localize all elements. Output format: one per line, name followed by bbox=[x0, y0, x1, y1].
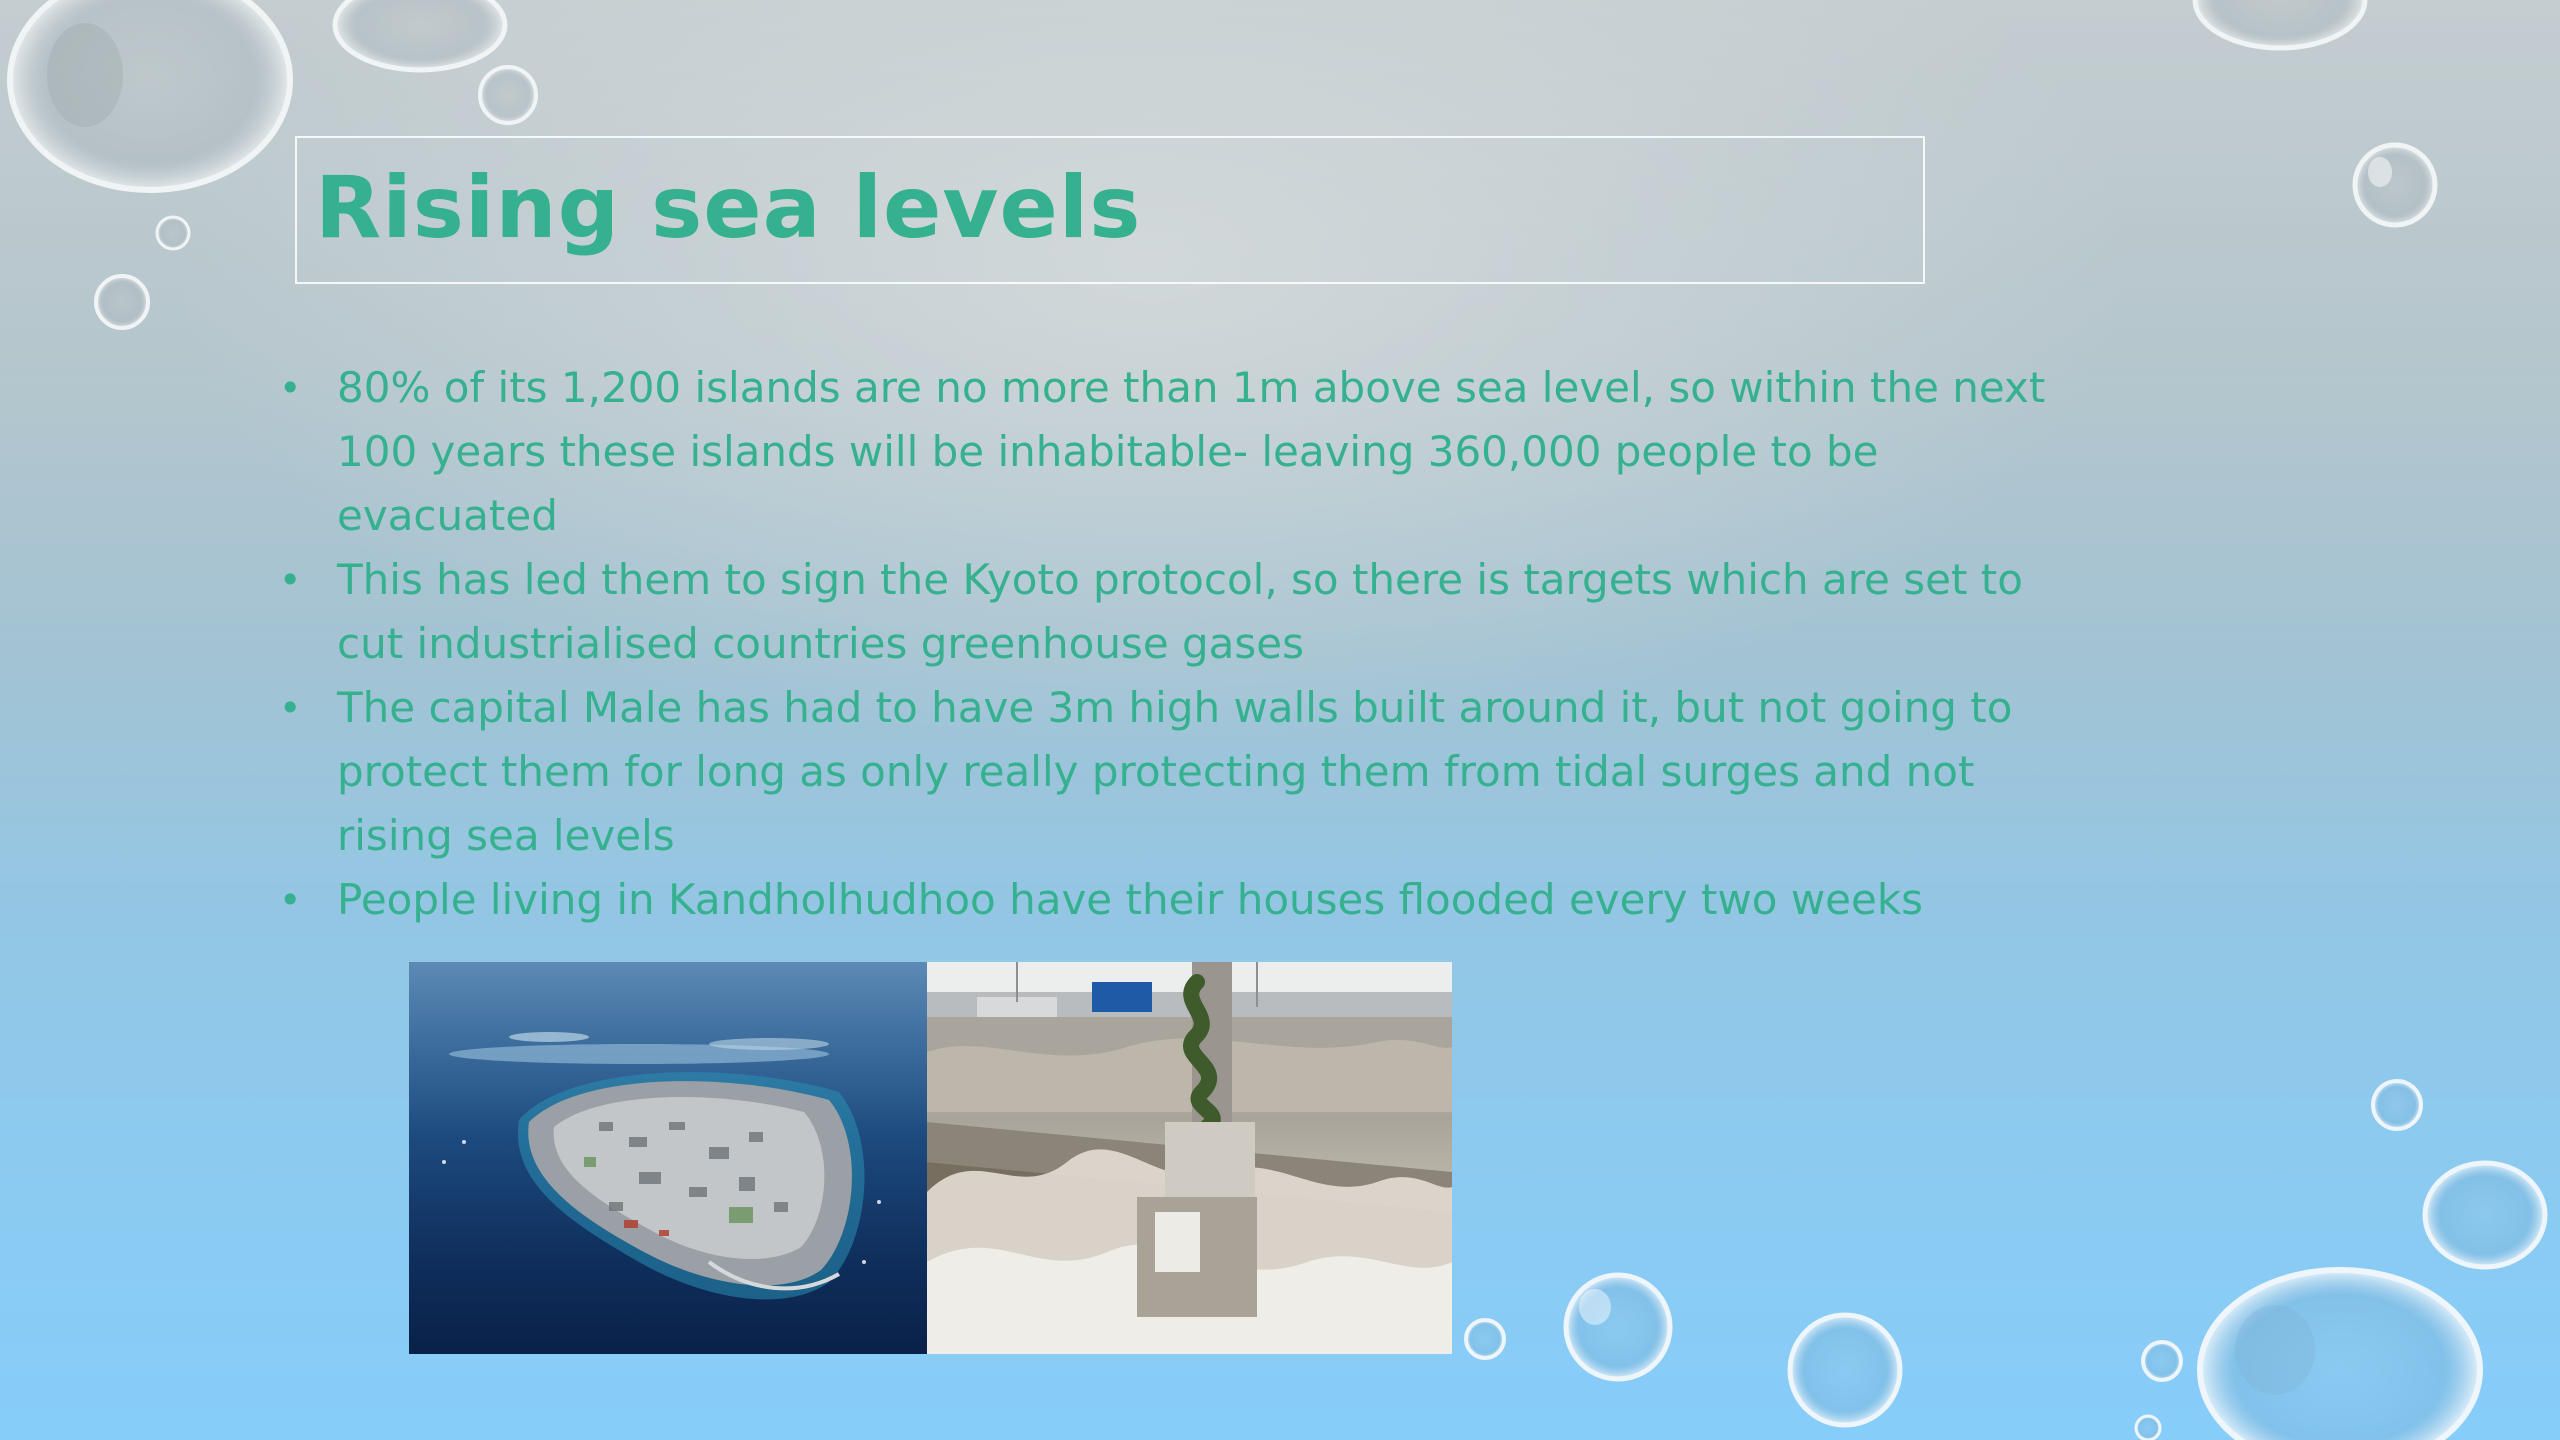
bullet-marker-icon: • bbox=[279, 878, 302, 922]
bullet-marker-icon: • bbox=[279, 686, 302, 730]
bullet-text: The capital Male has had to have 3m high walls built around it, but not going to protect them for long as only really protecting them from tidal surges and not rising sea levels bbox=[337, 683, 2013, 860]
bullet-marker-icon: • bbox=[279, 366, 302, 410]
title-placeholder[interactable] bbox=[295, 136, 1925, 284]
bullet-item bbox=[275, 676, 2065, 868]
bullet-marker-icon: • bbox=[279, 558, 302, 602]
tidal-surge-photo[interactable] bbox=[927, 962, 1452, 1354]
aerial-island-image bbox=[409, 962, 927, 1354]
droplet-group-bottom bbox=[1466, 1081, 2545, 1440]
tidal-surge-image bbox=[927, 962, 1452, 1354]
droplet-group-top-right bbox=[2195, 0, 2435, 225]
bullet-item bbox=[275, 868, 2065, 932]
aerial-island-photo[interactable] bbox=[409, 962, 927, 1354]
bullet-text: 80% of its 1,200 islands are no more than 1m above sea level, so within the next 100 years these islands will be inhabitable- leaving 360,000 people to be evacuated bbox=[337, 363, 2046, 540]
bullet-item bbox=[275, 548, 2065, 676]
bullet-text: This has led them to sign the Kyoto protocol, so there is targets which are set to cut industrialised countries greenhouse gases bbox=[337, 555, 2023, 668]
bullet-text: People living in Kandholhudhoo have their houses flooded every two weeks bbox=[337, 875, 1924, 924]
bullet-item bbox=[275, 356, 2065, 548]
slide-title: Rising sea levels bbox=[315, 158, 1142, 258]
bullet-list[interactable] bbox=[275, 356, 2065, 932]
